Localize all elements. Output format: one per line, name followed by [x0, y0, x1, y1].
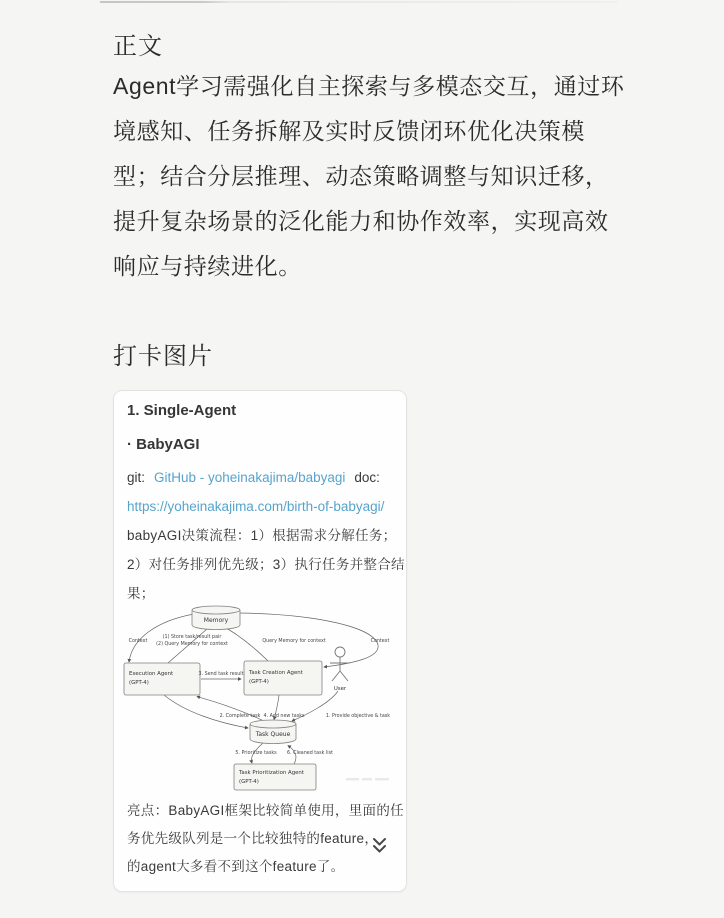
- execution-agent-node: [124, 663, 200, 695]
- highlight-line: 亮点：BabyAGI框架比较简单使用，里面的任: [127, 803, 404, 818]
- process-line: 果；: [127, 586, 155, 601]
- memory-cylinder-top: [192, 606, 240, 614]
- babyagi-flow-diagram-svg: [116, 601, 406, 801]
- article-body: [113, 64, 633, 289]
- doc-link[interactable]: https://yoheinakajima.com/birth-of-babyagi/: [127, 499, 385, 514]
- user-body: [330, 657, 350, 681]
- body-text-line: 响应与持续进化。: [113, 253, 302, 279]
- doc-label: doc:: [354, 470, 380, 485]
- process-line: 2）对任务排列优先级；3）执行任务并整合结: [127, 557, 405, 572]
- body-text-line: 境感知、任务拆解及实时反馈闭环优化决策模: [113, 118, 585, 144]
- edge-label-provide-objective: 1. Provide objective & task: [325, 714, 391, 719]
- task-queue-label: Task Queue: [255, 731, 291, 738]
- task-queue-cylinder-top: [250, 720, 296, 728]
- git-label: git:: [127, 470, 146, 485]
- task-prioritization-agent-box: [234, 764, 316, 790]
- task-creation-agent-label: Task Creation Agent: [249, 670, 303, 676]
- edge-label-store-pair-1: (1) Store task/result pair: [162, 635, 222, 640]
- memory-node: [192, 606, 240, 630]
- body-text-line: 提升复杂场景的泛化能力和协作效率，实现高效: [113, 208, 609, 234]
- card-subtitle: · BabyAGI: [127, 436, 200, 453]
- task-creation-agent-box: [244, 661, 322, 695]
- body-text-line: 型；结合分层推理、动态策略调整与知识迁移，: [113, 163, 609, 189]
- execution-agent-box: [124, 663, 200, 695]
- user-head: [335, 647, 345, 657]
- task-queue-node: [250, 720, 296, 744]
- body-text-line: Agent学习需强化自主探索与多模态交互，通过环: [113, 73, 625, 99]
- task-prioritization-agent-sublabel: (GPT-4): [239, 779, 259, 785]
- edge-label-send-task-result: 3. Send task result: [198, 672, 244, 677]
- user-label: User: [333, 686, 347, 692]
- top-divider: [100, 1, 618, 3]
- babyagi-flow-diagram: [116, 601, 406, 801]
- edge-label-context-left: Context: [128, 639, 148, 644]
- chevron-double-down-icon[interactable]: [372, 837, 387, 854]
- highlight-block: [127, 797, 402, 881]
- git-doc-line: [127, 463, 399, 492]
- body-section-label: 正文: [113, 33, 163, 60]
- card-title: 1. Single-Agent: [127, 402, 237, 419]
- diagram-watermark: [346, 778, 389, 781]
- task-prioritization-agent-label: Task Prioritization Agent: [239, 770, 304, 776]
- memory-label: Memory: [203, 617, 229, 624]
- task-creation-agent-sublabel: (GPT-4): [249, 679, 269, 685]
- edge-label-add-new-tasks: 4. Add new tasks: [263, 714, 305, 719]
- git-link[interactable]: GitHub - yoheinakajima/babyagi: [154, 470, 346, 485]
- edge-label-complete-task: 2. Complete task: [219, 714, 261, 719]
- edge-complete-task: [164, 695, 248, 728]
- edge-label-prioritize-tasks: 5. Prioritize tasks: [235, 751, 277, 756]
- edge-label-context-right: Context: [370, 639, 390, 644]
- task-prioritization-agent-node: [234, 764, 316, 790]
- edge-label-query-memory: Query Memory for context: [262, 639, 326, 644]
- process-line: babyAGI决策流程：1）根据需求分解任务；: [127, 528, 397, 543]
- process-block: [127, 521, 405, 608]
- image-section-label: 打卡图片: [113, 343, 213, 370]
- task-creation-agent-node: [244, 661, 322, 695]
- edge-label-store-pair-2: (2) Query Memory for context: [156, 642, 228, 647]
- highlight-line: 的agent大多看不到这个feature了。: [127, 859, 345, 874]
- link-block: [127, 463, 399, 521]
- user-actor: [330, 647, 350, 692]
- doc-link-line: [127, 492, 399, 521]
- babyagi-image-card: [113, 390, 407, 892]
- edge-label-cleaned-task-list: 6. Cleaned task list: [287, 751, 333, 756]
- execution-agent-sublabel: (GPT-4): [129, 680, 149, 686]
- execution-agent-label: Execution Agent: [129, 671, 174, 677]
- edge-taskcreation-to-memory: [223, 627, 268, 662]
- highlight-line: 务优先级队列是一个比较独特的feature，: [127, 831, 379, 846]
